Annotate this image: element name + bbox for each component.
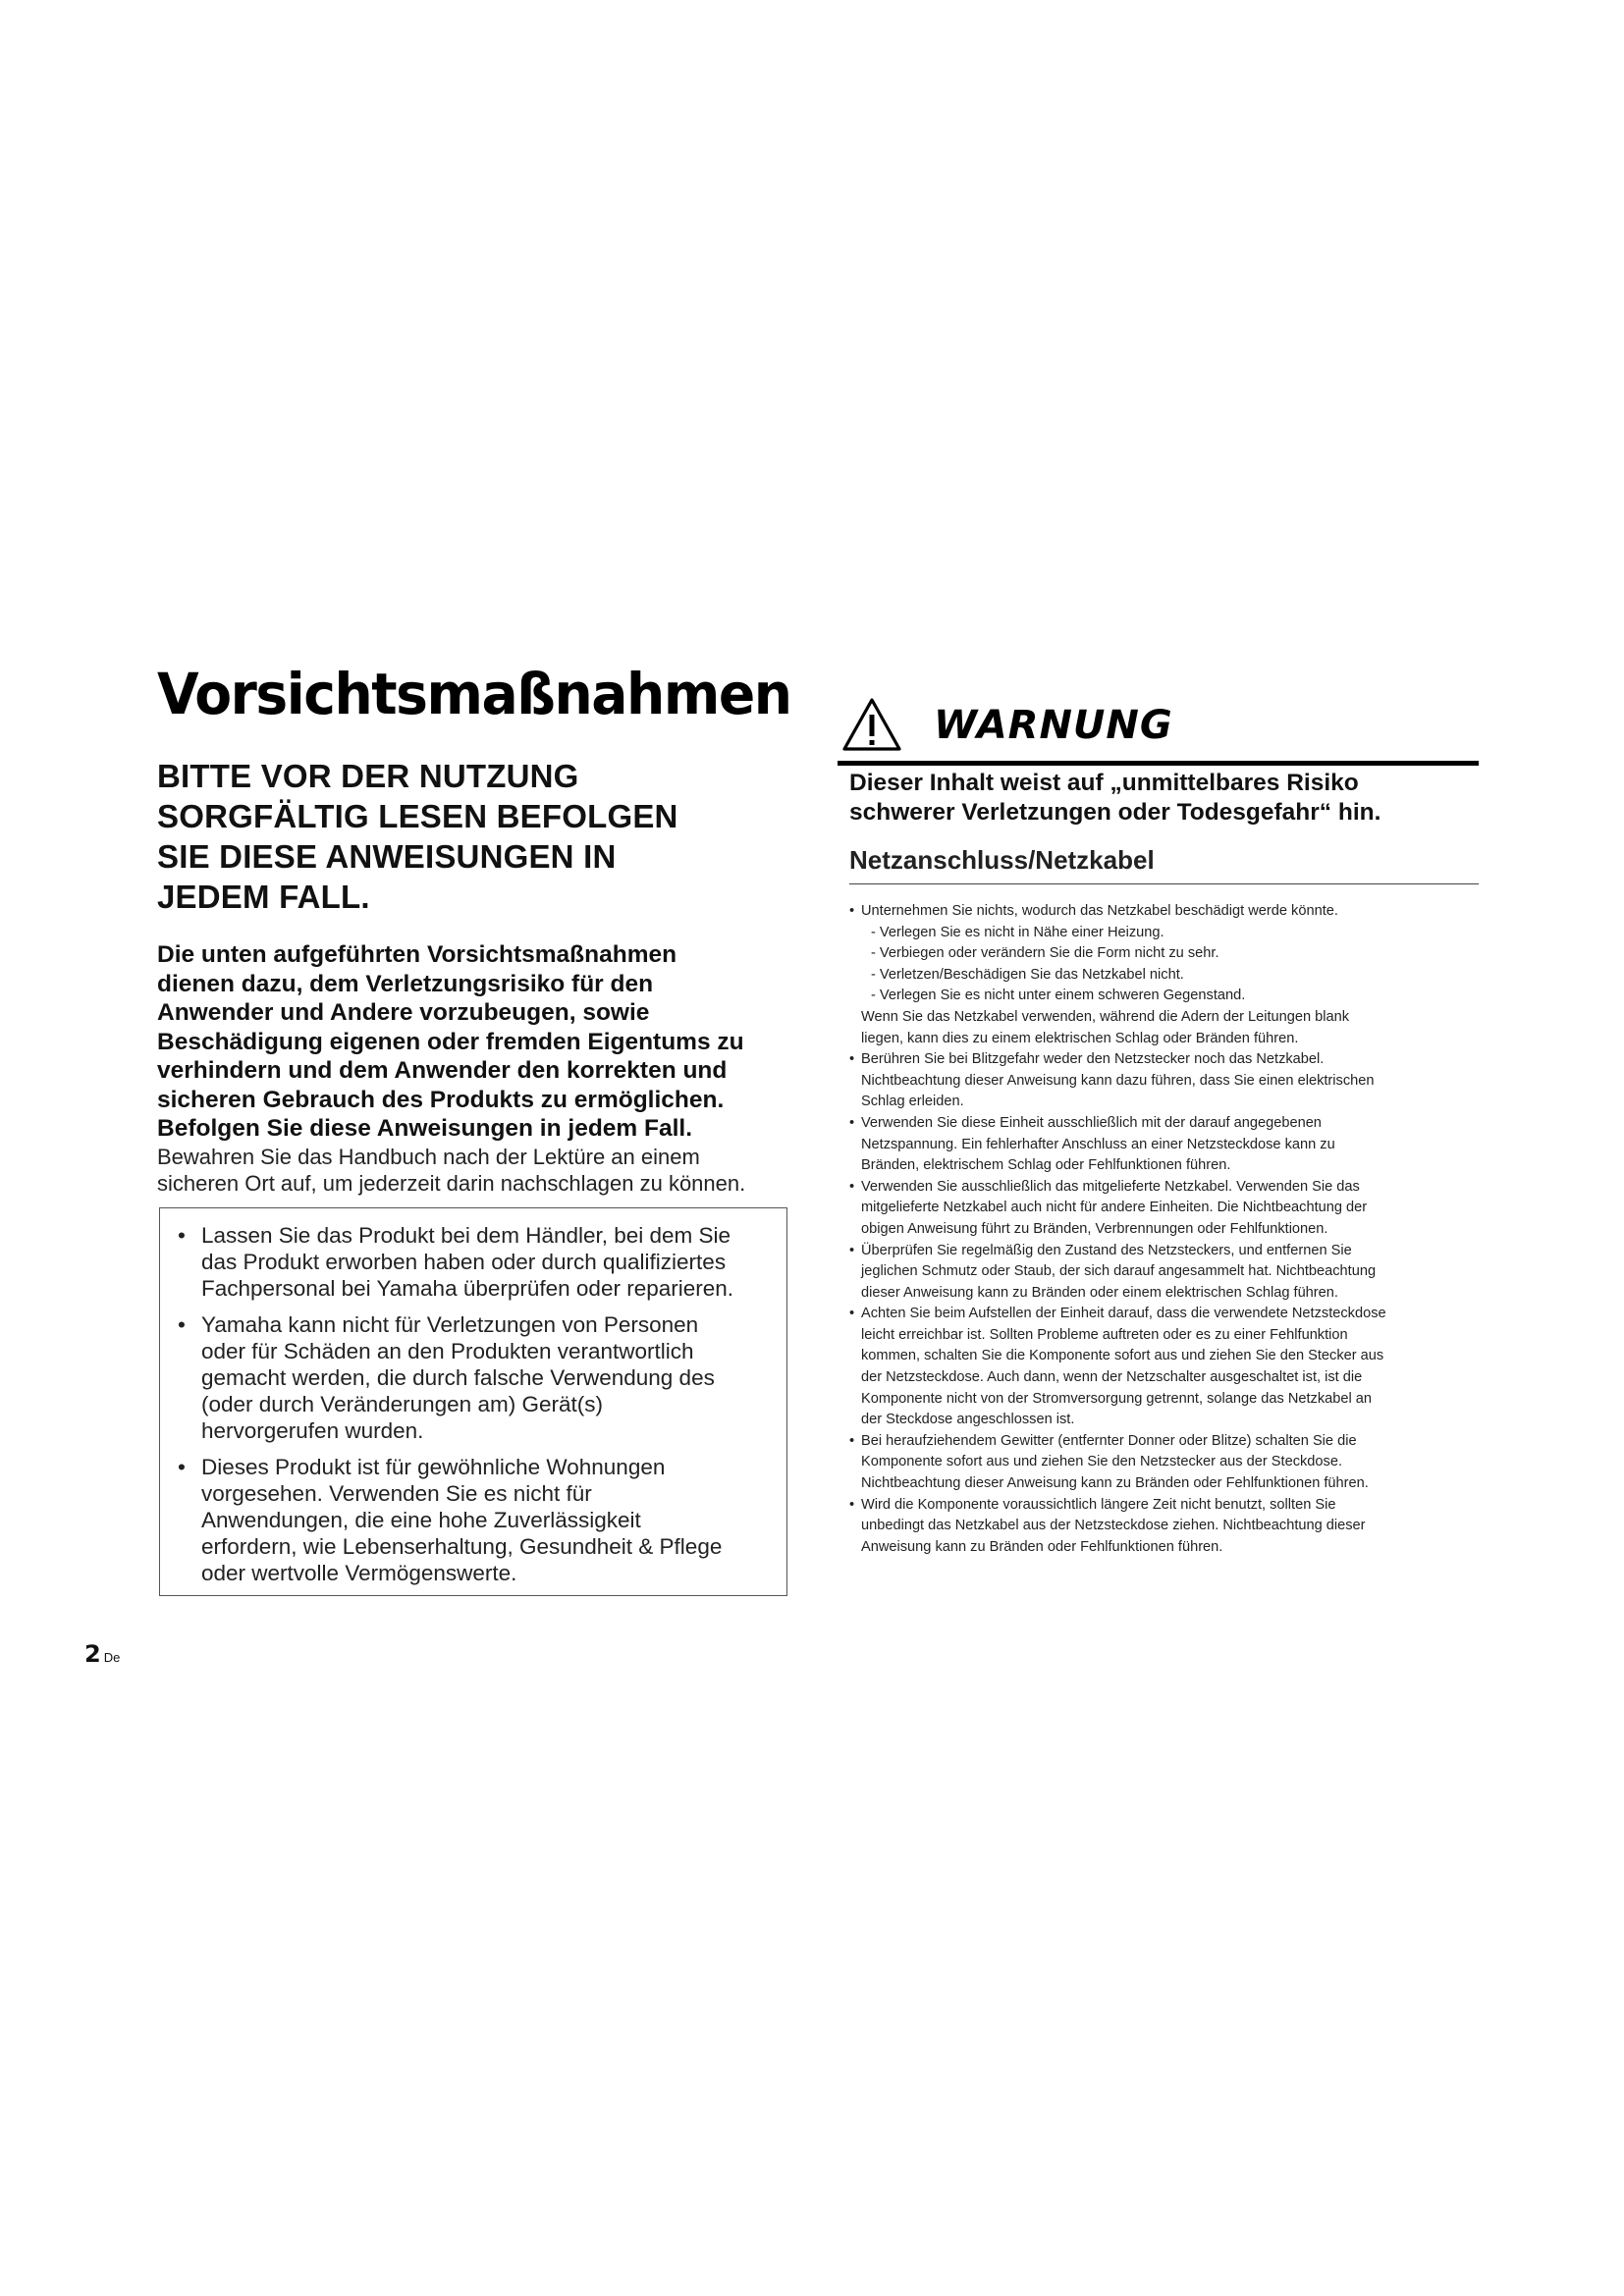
warning-item — [849, 1495, 1483, 1559]
page-title: Vorsichtsmaßnahmen — [157, 661, 791, 727]
warning-item-line: Bränden, elektrischem Schlag oder Fehlfunktionen führen. — [861, 1157, 1231, 1174]
warning-item-line: Verwenden Sie ausschließlich das mitgelieferte Netzkabel. Verwenden Sie das — [861, 1178, 1360, 1195]
warning-item — [849, 1431, 1483, 1495]
intro-bold-line: sicheren Gebrauch des Produkts zu ermöglichen. — [157, 1086, 725, 1113]
notice-line: erfordern, wie Lebenserhaltung, Gesundheit & Pflege — [201, 1534, 723, 1559]
warning-item-line: Komponente nicht von der Stromversorgung getrennt, solange das Netzkabel an — [861, 1390, 1373, 1407]
intro-section — [157, 756, 795, 1197]
warning-item-line: Komponente sofort aus und ziehen Sie den Netzstecker aus der Steckdose. — [861, 1454, 1342, 1470]
warning-sub-item: - Verlegen Sie es nicht unter einem schweren Gegenstand. — [871, 988, 1246, 1004]
warning-description-line: schwerer Verletzungen oder Todesgefahr“ hin. — [849, 799, 1381, 826]
intro-plain-paragraph — [157, 1144, 795, 1197]
warning-item — [849, 1177, 1483, 1241]
section-heading: Netzanschluss/Netzkabel — [849, 844, 1479, 884]
page-number-value: 2 — [84, 1640, 101, 1668]
notice-line: vorgesehen. Verwenden Sie es nicht für — [201, 1481, 592, 1506]
warning-item-line: Bei heraufziehendem Gewitter (entfernter Donner oder Blitze) schalten Sie die — [861, 1432, 1357, 1449]
warning-item-line: Achten Sie beim Aufstellen der Einheit darauf, dass die verwendete Netzsteckdose — [861, 1306, 1386, 1322]
warning-item — [849, 1049, 1483, 1113]
notice-box — [159, 1207, 787, 1596]
notice-line: (oder durch Veränderungen am) Gerät(s) — [201, 1392, 603, 1416]
warning-sub-item: - Verlegen Sie es nicht in Nähe einer Heizung. — [871, 924, 1164, 940]
notice-line: oder für Schäden an den Produkten verantwortlich — [201, 1339, 694, 1363]
intro-bold-paragraph — [157, 940, 795, 1144]
caps-heading-line: SORGFÄLTIG LESEN BEFOLGEN — [157, 798, 678, 834]
warning-description-line: Dieser Inhalt weist auf „unmittelbares Risiko — [849, 770, 1359, 796]
warning-item-line: Berühren Sie bei Blitzgefahr weder den Netzstecker noch das Netzkabel. — [861, 1051, 1325, 1068]
intro-bold-line: verhindern und dem Anwender den korrekten und — [157, 1057, 728, 1084]
intro-bold-line: Beschädigung eigenen oder fremden Eigentums zu — [157, 1028, 744, 1055]
warning-item-line: dieser Anweisung kann zu Bränden oder einem elektrischen Schlag führen. — [861, 1284, 1338, 1301]
warning-item-line: Verwenden Sie diese Einheit ausschließlich mit der darauf angegebenen — [861, 1114, 1322, 1131]
warning-item-line: mitgelieferte Netzkabel auch nicht für andere Einheiten. Die Nichtbeachtung der — [861, 1200, 1368, 1216]
warning-item-line: Überprüfen Sie regelmäßig den Zustand des Netzsteckers, und entfernen Sie — [861, 1242, 1352, 1258]
warning-item-line: kommen, schalten Sie die Komponente sofort aus und ziehen Sie den Stecker aus — [861, 1348, 1384, 1364]
notice-list — [178, 1222, 765, 1586]
warning-sub-item: - Verletzen/Beschädigen Sie das Netzkabel nicht. — [871, 966, 1184, 983]
notice-item — [178, 1311, 765, 1444]
warning-header — [838, 695, 1479, 766]
caps-heading-line: SIE DIESE ANWEISUNGEN IN — [157, 838, 617, 875]
intro-bold-line: Befolgen Sie diese Anweisungen in jedem Fall. — [157, 1115, 693, 1142]
warning-sub-list — [861, 923, 1483, 1007]
warning-list — [849, 901, 1483, 1558]
notice-line: Anwendungen, die eine hohe Zuverlässigkeit — [201, 1508, 641, 1532]
notice-line: Fachpersonal bei Yamaha überprüfen oder reparieren. — [201, 1276, 734, 1301]
notice-line: gemacht werden, die durch falsche Verwendung des — [201, 1365, 715, 1390]
intro-bold-line: Anwender und Andere vorzubeugen, sowie — [157, 999, 650, 1026]
notice-item — [178, 1222, 765, 1302]
warning-item-line: Wenn Sie das Netzkabel verwenden, während die Adern der Leitungen blank — [861, 1008, 1350, 1025]
notice-line: Yamaha kann nicht für Verletzungen von Personen — [201, 1312, 699, 1337]
warning-title: WARNUNG — [934, 703, 1173, 748]
intro-plain-line: sicheren Ort auf, um jederzeit darin nachschlagen zu können. — [157, 1170, 746, 1196]
notice-line: Dieses Produkt ist für gewöhnliche Wohnungen — [201, 1455, 666, 1479]
warning-item-line: Anweisung kann zu Bränden oder Fehlfunktionen führen. — [861, 1538, 1223, 1555]
warning-description — [849, 769, 1478, 828]
warning-item-line: Netzspannung. Ein fehlerhafter Anschluss an einer Netzsteckdose kann zu — [861, 1136, 1335, 1152]
notice-line: hervorgerufen wurden. — [201, 1418, 424, 1443]
warning-item-line: Nichtbeachtung dieser Anweisung kann zu Bränden oder Fehlfunktionen führen. — [861, 1475, 1369, 1492]
warning-item — [849, 901, 1483, 1049]
notice-line: Lassen Sie das Produkt bei dem Händler, bei dem Sie — [201, 1223, 731, 1248]
warning-sub-item: - Verbiegen oder verändern Sie die Form nicht zu sehr. — [871, 945, 1219, 962]
intro-bold-line: Die unten aufgeführten Vorsichtsmaßnahmen — [157, 941, 677, 968]
warning-triangle-icon — [841, 697, 902, 752]
intro-bold-line: dienen dazu, dem Verletzungsrisiko für den — [157, 970, 654, 997]
warning-item-line: Unternehmen Sie nichts, wodurch das Netzkabel beschädigt werde könnte. — [861, 903, 1338, 919]
warning-item-line: jeglichen Schmutz oder Staub, der sich darauf angesammelt hat. Nichtbeachtung — [861, 1263, 1377, 1280]
caps-heading-line: JEDEM FALL. — [157, 879, 370, 915]
warning-item-line: der Steckdose angeschlossen ist. — [861, 1412, 1075, 1428]
warning-item — [849, 1241, 1483, 1305]
warning-item — [849, 1113, 1483, 1177]
warning-item-line: Nichtbeachtung dieser Anweisung kann dazu führen, dass Sie einen elektrischen — [861, 1072, 1375, 1089]
warning-item-line: der Netzsteckdose. Auch dann, wenn der Netzschalter ausgeschaltet ist, ist die — [861, 1369, 1363, 1386]
notice-line: oder wertvolle Vermögenswerte. — [201, 1561, 517, 1585]
notice-line: das Produkt erworben haben oder durch qualifiziertes — [201, 1250, 727, 1274]
warning-item — [849, 1304, 1483, 1431]
warning-item-line: Schlag erleiden. — [861, 1094, 964, 1110]
warning-item-line: liegen, kann dies zu einem elektrischen Schlag oder Bränden führen. — [861, 1030, 1299, 1046]
warning-item-line: leicht erreichbar ist. Sollten Probleme auftreten oder es zu einer Fehlfunktion — [861, 1326, 1348, 1343]
notice-item — [178, 1454, 765, 1586]
language-code: De — [103, 1650, 121, 1665]
caps-heading-line: BITTE VOR DER NUTZUNG — [157, 758, 579, 794]
caps-heading — [157, 756, 795, 917]
warning-item-line: unbedingt das Netzkabel aus der Netzsteckdose ziehen. Nichtbeachtung dieser — [861, 1518, 1366, 1534]
page-number — [84, 1640, 120, 1668]
warning-item-line: Wird die Komponente voraussichtlich längere Zeit nicht benutzt, sollten Sie — [861, 1496, 1336, 1513]
warning-item-line: obigen Anweisung führt zu Bränden, Verbrennungen oder Fehlfunktionen. — [861, 1220, 1328, 1237]
intro-plain-line: Bewahren Sie das Handbuch nach der Lektüre an einem — [157, 1144, 700, 1169]
